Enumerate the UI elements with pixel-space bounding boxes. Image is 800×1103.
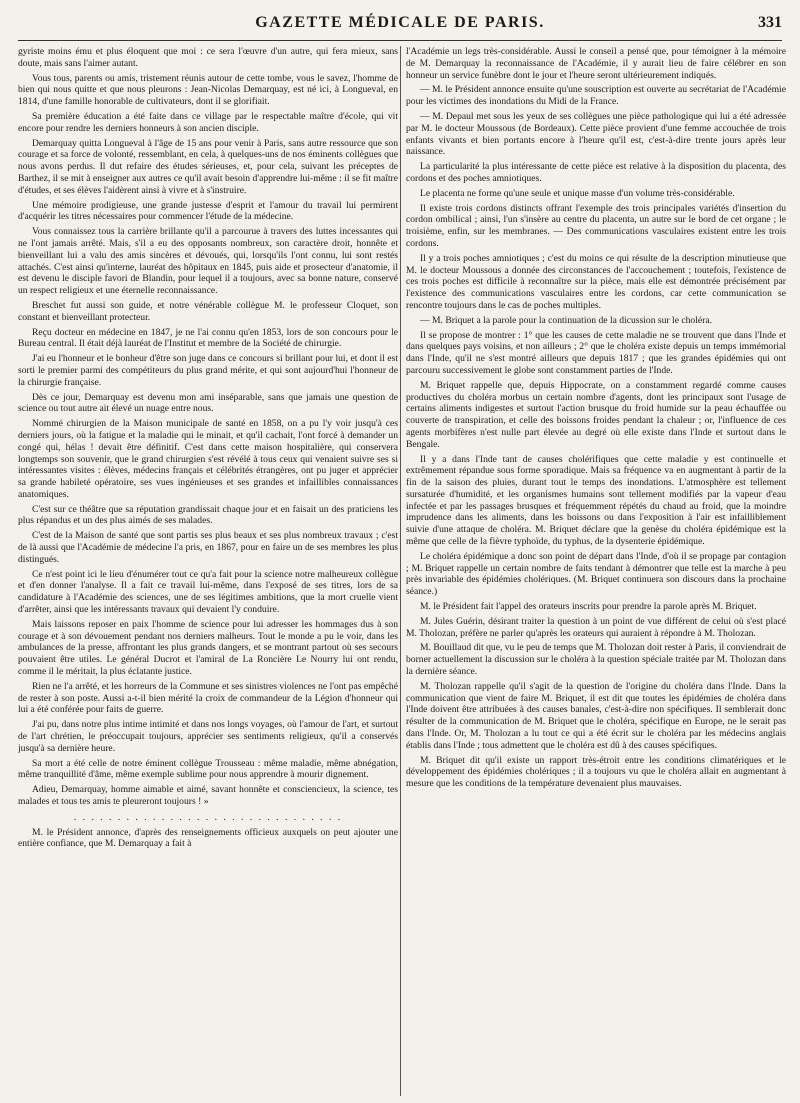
paragraph: M. le Président annonce, d'après des renseignements officieux auxquels on peut ajouter une entière confiance, que M. Demarquay a fait à — [18, 826, 398, 850]
paragraph: Il existe trois cordons distincts offrant l'exemple des trois principales variétés d'insertion du cordon ombilical ; ainsi, l'un s'insère au centre du placenta, un autre sur le bord de cet organe ; le troisième, enfin, sur les membranes. — Des communications vasculaires existent entre les trois cordons. — [406, 202, 786, 249]
paragraph: Breschet fut aussi son guide, et notre vénérable collègue M. le professeur Cloquet, son constant et bienveillant protecteur. — [18, 299, 398, 323]
paragraph: M. Briquet dit qu'il existe un rapport très-étroit entre les conditions climatériques et le développement des épidémies cholériques ; il a toujours vu que le choléra allait en augmentant à mesure que les conditions de la température devenaient plus mauvaises. — [406, 754, 786, 790]
page-header — [18, 12, 782, 41]
page-number: 331 — [758, 14, 782, 31]
paragraph: Le choléra épidémique a donc son point de départ dans l'Inde, d'où il se propage par contagion ; M. Briquet rappelle un certain nombre de faits tendant à démontrer que telle est la marche à peu près invariable des épidémies cholériques. (M. Briquet continuera son discours dans la prochaine séance.) — [406, 550, 786, 598]
paragraph: M. Tholozan rappelle qu'il s'agit de la question de l'origine du choléra dans l'Inde. Dans la communication que vient de faire M. Briquet, il est dit que toutes les épidémies de choléra dans l'Inde doivent être attribuées à des causes banales, c'est-à-dire non spécifiques. Il semblerait donc résulter de la communication de M. Briquet que le choléra, spécifique en Europe, ne le serait pas dans l'Inde. Or, M. Tholozan a lu tout ce qui a été écrit sur le choléra par les médecins anglais établis dans l'Inde ; tous admettent que le choléra est dû à des causes spécifiques. — [406, 680, 786, 751]
paragraph: Dès ce jour, Demarquay est devenu mon ami inséparable, sans que jamais une question de science ou tout autre ait élevé un nuage entre nous. — [18, 391, 398, 415]
paragraph: Ce n'est point ici le lieu d'énumérer tout ce qu'a fait pour la science notre malheureux collègue et d'en donner l'analyse. Il a fait ce travail lui-même, dans l'exposé de ses titres, lors de sa candidature à l'Académie des sciences, une de ses légitimes ambitions, que la mort cruelle vient d'arrêter, ainsi que les intéressants travaux qui devaient l'y conduire. — [18, 568, 398, 616]
paragraph: Le placenta ne forme qu'une seule et unique masse d'un volume très-considérable. — [420, 187, 735, 199]
paragraph: gyriste moins ému et plus éloquent que moi : ce sera l'œuvre d'un autre, qui fera mieux, sans doute, mais sans l'aimer autant. — [18, 46, 398, 69]
paragraph: Il se propose de montrer : 1° que les causes de cette maladie ne se trouvent que dans l'Inde et dans quelques pays voisins, et non ailleurs ; 2° que le choléra existe depuis un temps immémorial dans l'Inde, qu'il ne s'est montré ailleurs que depuis 1817 ; que les grandes épidémies qui ont parcouru successivement le globe sont constamment parties de l'Inde. — [406, 329, 786, 376]
paragraph: J'ai pu, dans notre plus intime intimité et dans nos longs voyages, où l'amour de l'art, et surtout de l'art chrétien, le préoccupait toujours, apprécier ses sentiments religieux, qu'il a conservés jusqu'à sa dernière heure. — [18, 719, 398, 754]
paragraph: Mais laissons reposer en paix l'homme de science pour lui adresser les hommages dus à son courage et à son dévouement pendant nos derniers malheurs. Tout le monde a pu le voir, dans les ambulances de la presse, affrontant les plus grands dangers, et se montrant partout où ses secours pouvaient être utiles. Le général Ducrot et l'amiral de La Roncière Le Nourry lui ont rendu, comme il le méritait, la plus éclatante justice. — [18, 618, 398, 678]
paragraph: C'est sur ce théâtre que sa réputation grandissait chaque jour et en faisait un des praticiens les plus répandus et un des plus aimés de ses malades. — [18, 503, 398, 527]
left-column — [18, 46, 398, 1096]
paragraph: — M. Briquet a la parole pour la continuation de la dicussion sur le choléra. — [420, 314, 712, 326]
paragraph: l'Académie un legs très-considérable. Aussi le conseil a pensé que, pour témoigner à la mémoire de M. Demarquay la reconnaissance de l'Académie, il y aurait lieu de faire célébrer en son honneur un service funèbre dont le jour et l'heure seront ultérieurement indiqués. — [406, 46, 786, 81]
paragraph: Vous tous, parents ou amis, tristement réunis autour de cette tombe, vous le savez, l'homme de bien qui nous quitte et que nous pleurons : Jean-Nicolas Demarquay, est né ici, à Longueval, en 1814, d'une famille honorable de cultivateurs, dont il se glorifiait. — [18, 72, 398, 108]
paragraph: La particularité la plus intéressante de cette pièce est relative à la disposition du placenta, des cordons et des poches amniotiques. — [406, 161, 786, 184]
paragraph: Sa première éducation a été faite dans ce village par le respectable maître d'école, qui vit encore pour rendre les derniers honneurs à son ancien disciple. — [18, 110, 398, 134]
paragraph: Sa mort a été celle de notre éminent collègue Trousseau : même maladie, même abnégation, même tranquillité d'âme, même exemple sublime pour nous apprendre à mourir dignement. — [18, 757, 398, 781]
paragraph: M. le Président fait l'appel des orateurs inscrits pour prendre la parole après M. Briquet. — [420, 601, 757, 613]
journal-title: GAZETTE MÉDICALE DE PARIS. — [255, 14, 545, 31]
paragraph: Nommé chirurgien de la Maison municipale de santé en 1858, on a pu l'y voir jusqu'à ces derniers jours, où la fatigue et la maladie qui le minait, et qu'il cachait, l'ont forcé à demander un congé qui, hélas ! devait être définitif. C'est dans cette maison hospitalière, qui conservera longtemps son souvenir, que le grand chirurgien s'est révélé à tous ceux qui venaient suivre ses si intéressantes visites : élèves, médecins français et célébrités étrangères, ont pu juger et apprécier sa grande habileté opératoire, ses vues ingénieuses et ses grandes et infaillibles connaissances anatomiques. — [18, 418, 398, 500]
paragraph: Une mémoire prodigieuse, une grande justesse d'esprit et l'amour du travail lui permirent d'acquérir les titres nécessaires pour commencer l'étude de la médecine. — [18, 199, 398, 223]
paragraph: Vous connaissez tous la carrière brillante qu'il a parcourue à travers des luttes incessantes qui ne l'ont jamais arrêté. Mais, s'il a eu des opposants nombreux, son caractère droit, honnête et bienveillant lui a valu des amis sincères et dévoués, qui, lorsqu'ils l'ont connu, lui sont restés attachés. C'est ainsi qu'interne, lauréat des hôpitaux en 1845, puis aide et prosecteur d'anatomie, il est devenu le disciple favori de Blandin, pour lequel il a toujours, avec sa bonne nature, conservé un respect religieux et une éternelle reconnaissance. — [18, 226, 398, 297]
paragraph: M. Bouillaud dit que, vu le peu de temps que M. Tholozan doit rester à Paris, il conviendrait de borner actuellement la discussion sur le choléra à la question spéciale traitée par M. Tholozan dans la dernière séance. — [406, 642, 786, 678]
paragraph: Adieu, Demarquay, homme aimable et aimé, savant honnête et consciencieux, la science, tes malades et tous tes amis te pleureront toujours ! » — [18, 784, 398, 808]
paragraph: C'est de la Maison de santé que sont partis ses plus beaux et ses plus nombreux travaux ; c'est de là aussi que l'Académie de médecine l'a pris, en 1867, pour en faire un de ses membres les plus distingués. — [18, 530, 398, 565]
column-divider — [400, 46, 401, 1096]
paragraph: J'ai eu l'honneur et le bonheur d'être son juge dans ce concours si brillant pour lui, et dont il est sorti le premier parmi des compétiteurs du plus grand mérite, et qui sont aujourd'hui l'honneur de la chirurgie française. — [18, 353, 398, 388]
paragraph: M. Jules Guérin, désirant traiter la question à un point de vue différent de celui où s'est placé M. Tholozan, préfère ne parler qu'après les orateurs qui auraient à répondre à M. Tholozan. — [406, 615, 786, 639]
right-column — [406, 46, 786, 1096]
paragraph: Demarquay quitta Longueval à l'âge de 15 ans pour venir à Paris, sans autre ressource que son courage et sa force de volonté, ressemblant, en cela, à quelques-uns de nos éminents collègues que nous avons perdus. Il dut refaire des études sérieuses, et, pour cela, suivant les préceptes de Barthez, il se mit à enseigner aux autres ce qu'il avait besoin d'apprendre lui-même : il se fit maître d'études, et ses élèves l'aidèrent ainsi à vivre et à s'instruire. — [18, 137, 398, 196]
paragraph: — M. le Président annonce ensuite qu'une souscription est ouverte au secrétariat de l'Académie pour les victimes des inondations du Midi de la France. — [406, 84, 786, 108]
paragraph: . . . . . . . . . . . . . . . . . . . . . . . . . . . . . . . — [73, 811, 343, 823]
paragraph: M. Briquet rappelle que, depuis Hippocrate, on a constamment regardé comme causes productives du choléra morbus un certain nombre d'agents, dont les principaux sont l'usage de certains aliments indigestes et surtout l'action brusque du froid humide sur la peau échauffée ou couverte de transpiration, et celle des boissons froides pendant la chaleur ; or, l'influence de ces agents morbifères n'est nulle part élevée au degré où elle existe dans l'Inde et surtout dans le Bengale. — [406, 379, 786, 450]
paragraph: — M. Depaul met sous les yeux de ses collègues une pièce pathologique qui lui a été adressée par M. le docteur Moussous (de Bordeaux). Cette pièce provient d'une femme accouchée de trois enfants vivants et bien portants encore à l'heure qu'il est, c'est-à-dire trente jours après leur naissance. — [406, 110, 786, 158]
paragraph: Reçu docteur en médecine en 1847, je ne l'ai connu qu'en 1853, lors de son concours pour le Bureau central. Il était déjà lauréat de l'Institut et membre de la Société de chirurgie. — [18, 326, 398, 350]
paragraph: Rien ne l'a arrêté, et les horreurs de la Commune et ses sinistres violences ne l'ont pas empêché de rester à son poste. Aussi a-t-il bien mérité la croix de commandeur de la Légion d'honneur qui lui a été conférée pour faits de guerre. — [18, 680, 398, 716]
paragraph: Il y a dans l'Inde tant de causes cholérifiques que cette maladie y est continuelle et extrêmement répandue sous forme sporadique. Mais sa fréquence va en augmentant à partir de la fin de la saison des pluies, durant tout le temps des inondations. L'atmosphère est tellement sursaturée d'humidité, et les organismes humains sont tellement modifiés par la vapeur d'eau infectée et par les passages brusques et fréquemment répétés du chaud au froid, que la moindre imprudence dans les aliments, dans les boissons ou dans l'exposition à l'air est infailliblement suivie d'une attaque de choléra. M. Briquet déclare que la genèse du choléra épidémique est la même que celle de la fièvre typhoïde, du typhus, de la dysenterie épidémique. — [406, 453, 786, 548]
paragraph: Il y a trois poches amniotiques ; c'est du moins ce qui résulte de la description minutieuse que M. le docteur Moussous a donnée des circonstances de l'accouchement ; toutefois, l'existence de ces trois poches est difficile à reconnaître sur la pièce, mais elle est démontrée précisément par l'existence des communications vasculaires entre les cordons, car cette communication se rencontre toujours dans le cas de poches multiples. — [406, 252, 786, 311]
